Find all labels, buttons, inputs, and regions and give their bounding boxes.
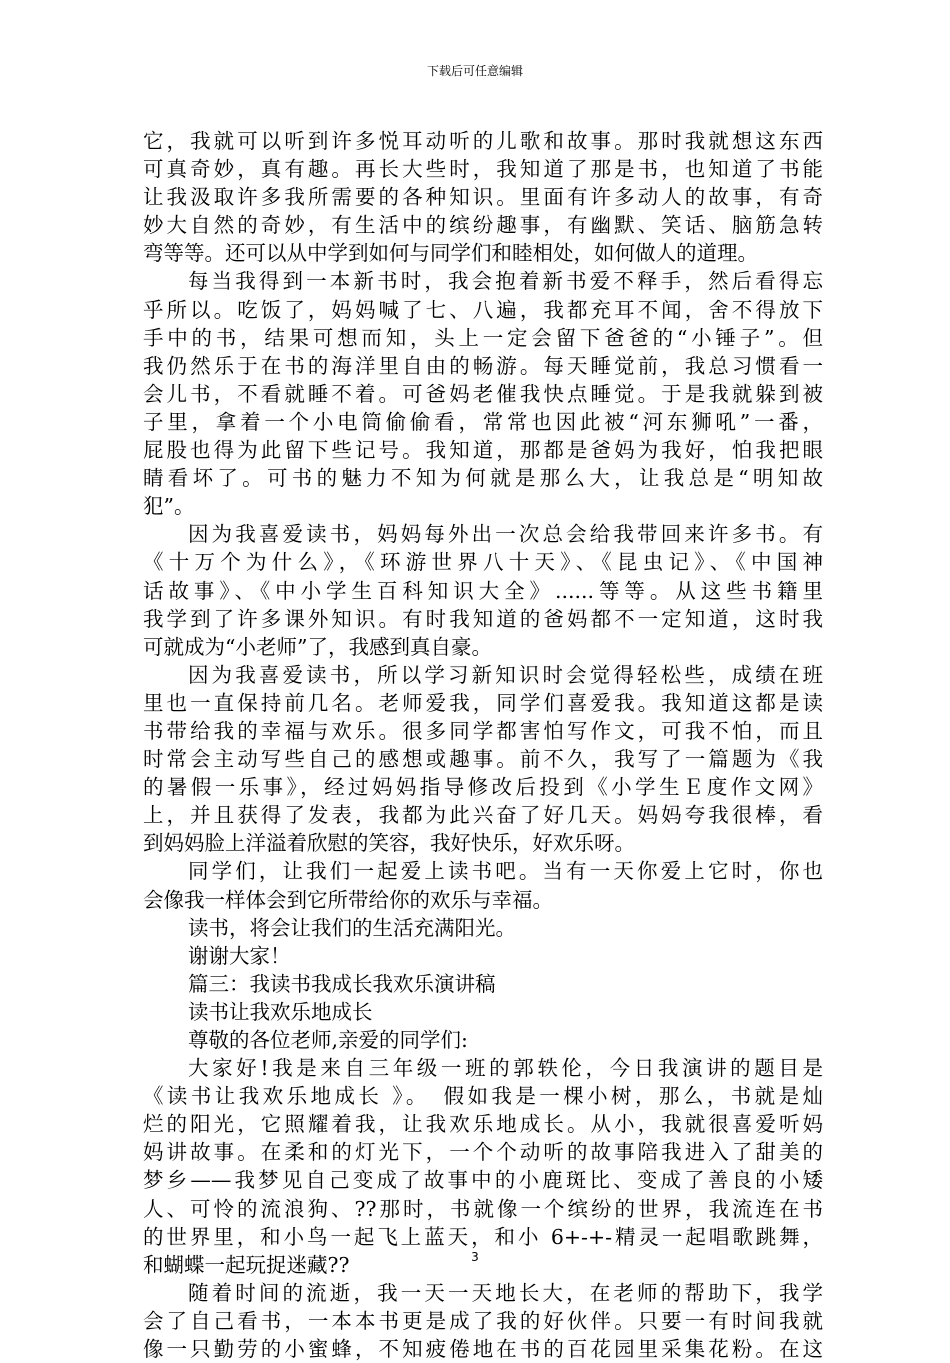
paragraph-start-line: 谢谢大家！ (188, 943, 291, 968)
paragraph-start-line: 因为我喜爱读书，妈妈每外出一次总会给我带回来许多书。有 (188, 522, 823, 547)
text-line: 《读书让我欢乐地成长 》。 假如我是一棵小树，那么，书就是灿 (143, 1084, 823, 1109)
text-line: 它，我就可以听到许多悦耳动听的儿歌和故事。那时我就想这东西 (143, 129, 823, 153)
paragraph-start-line: 读书，将会让我们的生活充满阳光。 (188, 915, 516, 940)
paragraph-start-line: 随着时间的流逝，我一天一天地长大，在老师的帮助下，我学 (188, 1280, 823, 1305)
text-line: 里也一直保持前几名。老师爱我，同学们喜爱我。我知道这都是读 (143, 690, 823, 715)
text-line: 我仍然乐于在书的海洋里自由的畅游。每天睡觉前，我总习惯看一 (143, 353, 823, 378)
page-number: 3 (471, 1250, 479, 1264)
text-line: 屁股也得为此留下些记号。我知道，那都是爸妈为我好，怕我把眼 (143, 438, 823, 463)
text-line: 的暑假一乐事》，经过妈妈指导修改后投到《小学生Ｅ度作文网》 (143, 775, 823, 800)
text-line: 子里，拿着一个小电筒偷偷看，常常也因此被“河东狮吼”一番， (143, 409, 823, 434)
paragraph-start-line: 大家好!我是来自三年级一班的郭轶伦，今日我演讲的题目是 (188, 1056, 823, 1081)
text-line: 会了自己看书，一本本书更是成了我的好伙伴。只要一有时间我就 (143, 1308, 823, 1333)
text-line: 时常会主动写些自己的感想或趣事。前不久，我写了一篇题为《我 (143, 747, 823, 772)
text-line: 乎所以。吃饭了，妈妈喊了七、八遍，我都充耳不闻，舍不得放下 (143, 297, 823, 322)
text-line: 到妈妈脸上洋溢着欣慰的笑容，我好快乐，好欢乐呀。 (143, 831, 635, 856)
header-note: 下载后可任意编辑 (426, 64, 523, 78)
section-heading: 篇三：我读书我成长我欢乐演讲稿 (188, 971, 496, 996)
text-line: 妙大自然的奇妙，有生活中的缤纷趣事，有幽默、笑话、脑筋急转 (143, 213, 823, 238)
text-line: 妈讲故事。在柔和的灯光下，一个个动听的故事陪我进入了甜美的 (143, 1140, 823, 1165)
text-line: 像一只勤劳的小蜜蜂，不知疲倦地在书的百花园里采集花粉。在这 (143, 1337, 823, 1362)
text-line: 我学到了许多课外知识。有时我知道的爸妈都不一定知道，这时我 (143, 606, 823, 631)
text-line: 手中的书，结果可想而知，头上一定会留下爸爸的“小锤子”。但 (143, 325, 823, 350)
text-line: 和蝴蝶一起玩捉迷藏?? (143, 1252, 350, 1277)
text-line: 《十万个为什么》，《环游世界八十天》、《昆虫记》、《中国神 (143, 550, 823, 575)
paragraph-start-line: 同学们，让我们一起爱上读书吧。当有一天你爱上它时，你也 (188, 859, 823, 884)
text-line: 可真奇妙，真有趣。再长大些时，我知道了那是书，也知道了书能 (143, 157, 823, 182)
text-line: 人、可怜的流浪狗、??那时，书就像一个缤纷的世界，我流连在书 (143, 1196, 823, 1221)
text-line: 烂的阳光，它照耀着我，让我欢乐地成长。从小，我就很喜爱听妈 (143, 1112, 823, 1137)
text-line: 可就成为“小老师”了，我感到真自豪。 (143, 634, 492, 659)
text-line: 让我汲取许多我所需要的各种知识。里面有许多动人的故事，有奇 (143, 185, 823, 210)
text-line: 会儿书，不看就睡不着。可爸妈老催我快点睡觉。于是我就躲到被 (143, 381, 823, 406)
paragraph-start-line: 因为我喜爱读书，所以学习新知识时会觉得轻松些，成绩在班 (188, 662, 823, 687)
text-line: 睛看坏了。可书的魅力不知为何就是那么大，让我总是“明知故 (143, 466, 823, 491)
text-line: 会像我一样体会到它所带给你的欢乐与幸福。 (143, 887, 553, 912)
speech-title: 读书让我欢乐地成长 (188, 999, 373, 1024)
text-line: 的世界里，和小鸟一起飞上蓝天，和小 6+-+-精灵一起唱歌跳舞， (143, 1224, 823, 1249)
text-line: 上，并且获得了发表，我都为此兴奋了好几天。妈妈夸我很棒，看 (143, 803, 823, 828)
text-line: 书带给我的幸福与欢乐。很多同学都害怕写作文，可我不怕，而且 (143, 718, 823, 743)
document-body (143, 127, 823, 1363)
text-line: 梦乡——我梦见自己变成了故事中的小鹿斑比、变成了善良的小矮 (143, 1168, 823, 1193)
text-line: 话故事》、《中小学生百科知识大全》......等等。从这些书籍里 (143, 578, 823, 603)
text-line: 弯等等。还可以从中学到如何与同学们和睦相处，如何做人的道理。 (143, 241, 758, 266)
salutation: 尊敬的各位老师,亲爱的同学们: (188, 1028, 468, 1052)
paragraph-start-line: 每当我得到一本新书时，我会抱着新书爱不释手，然后看得忘 (188, 269, 823, 294)
text-line: 犯”。 (143, 494, 195, 519)
